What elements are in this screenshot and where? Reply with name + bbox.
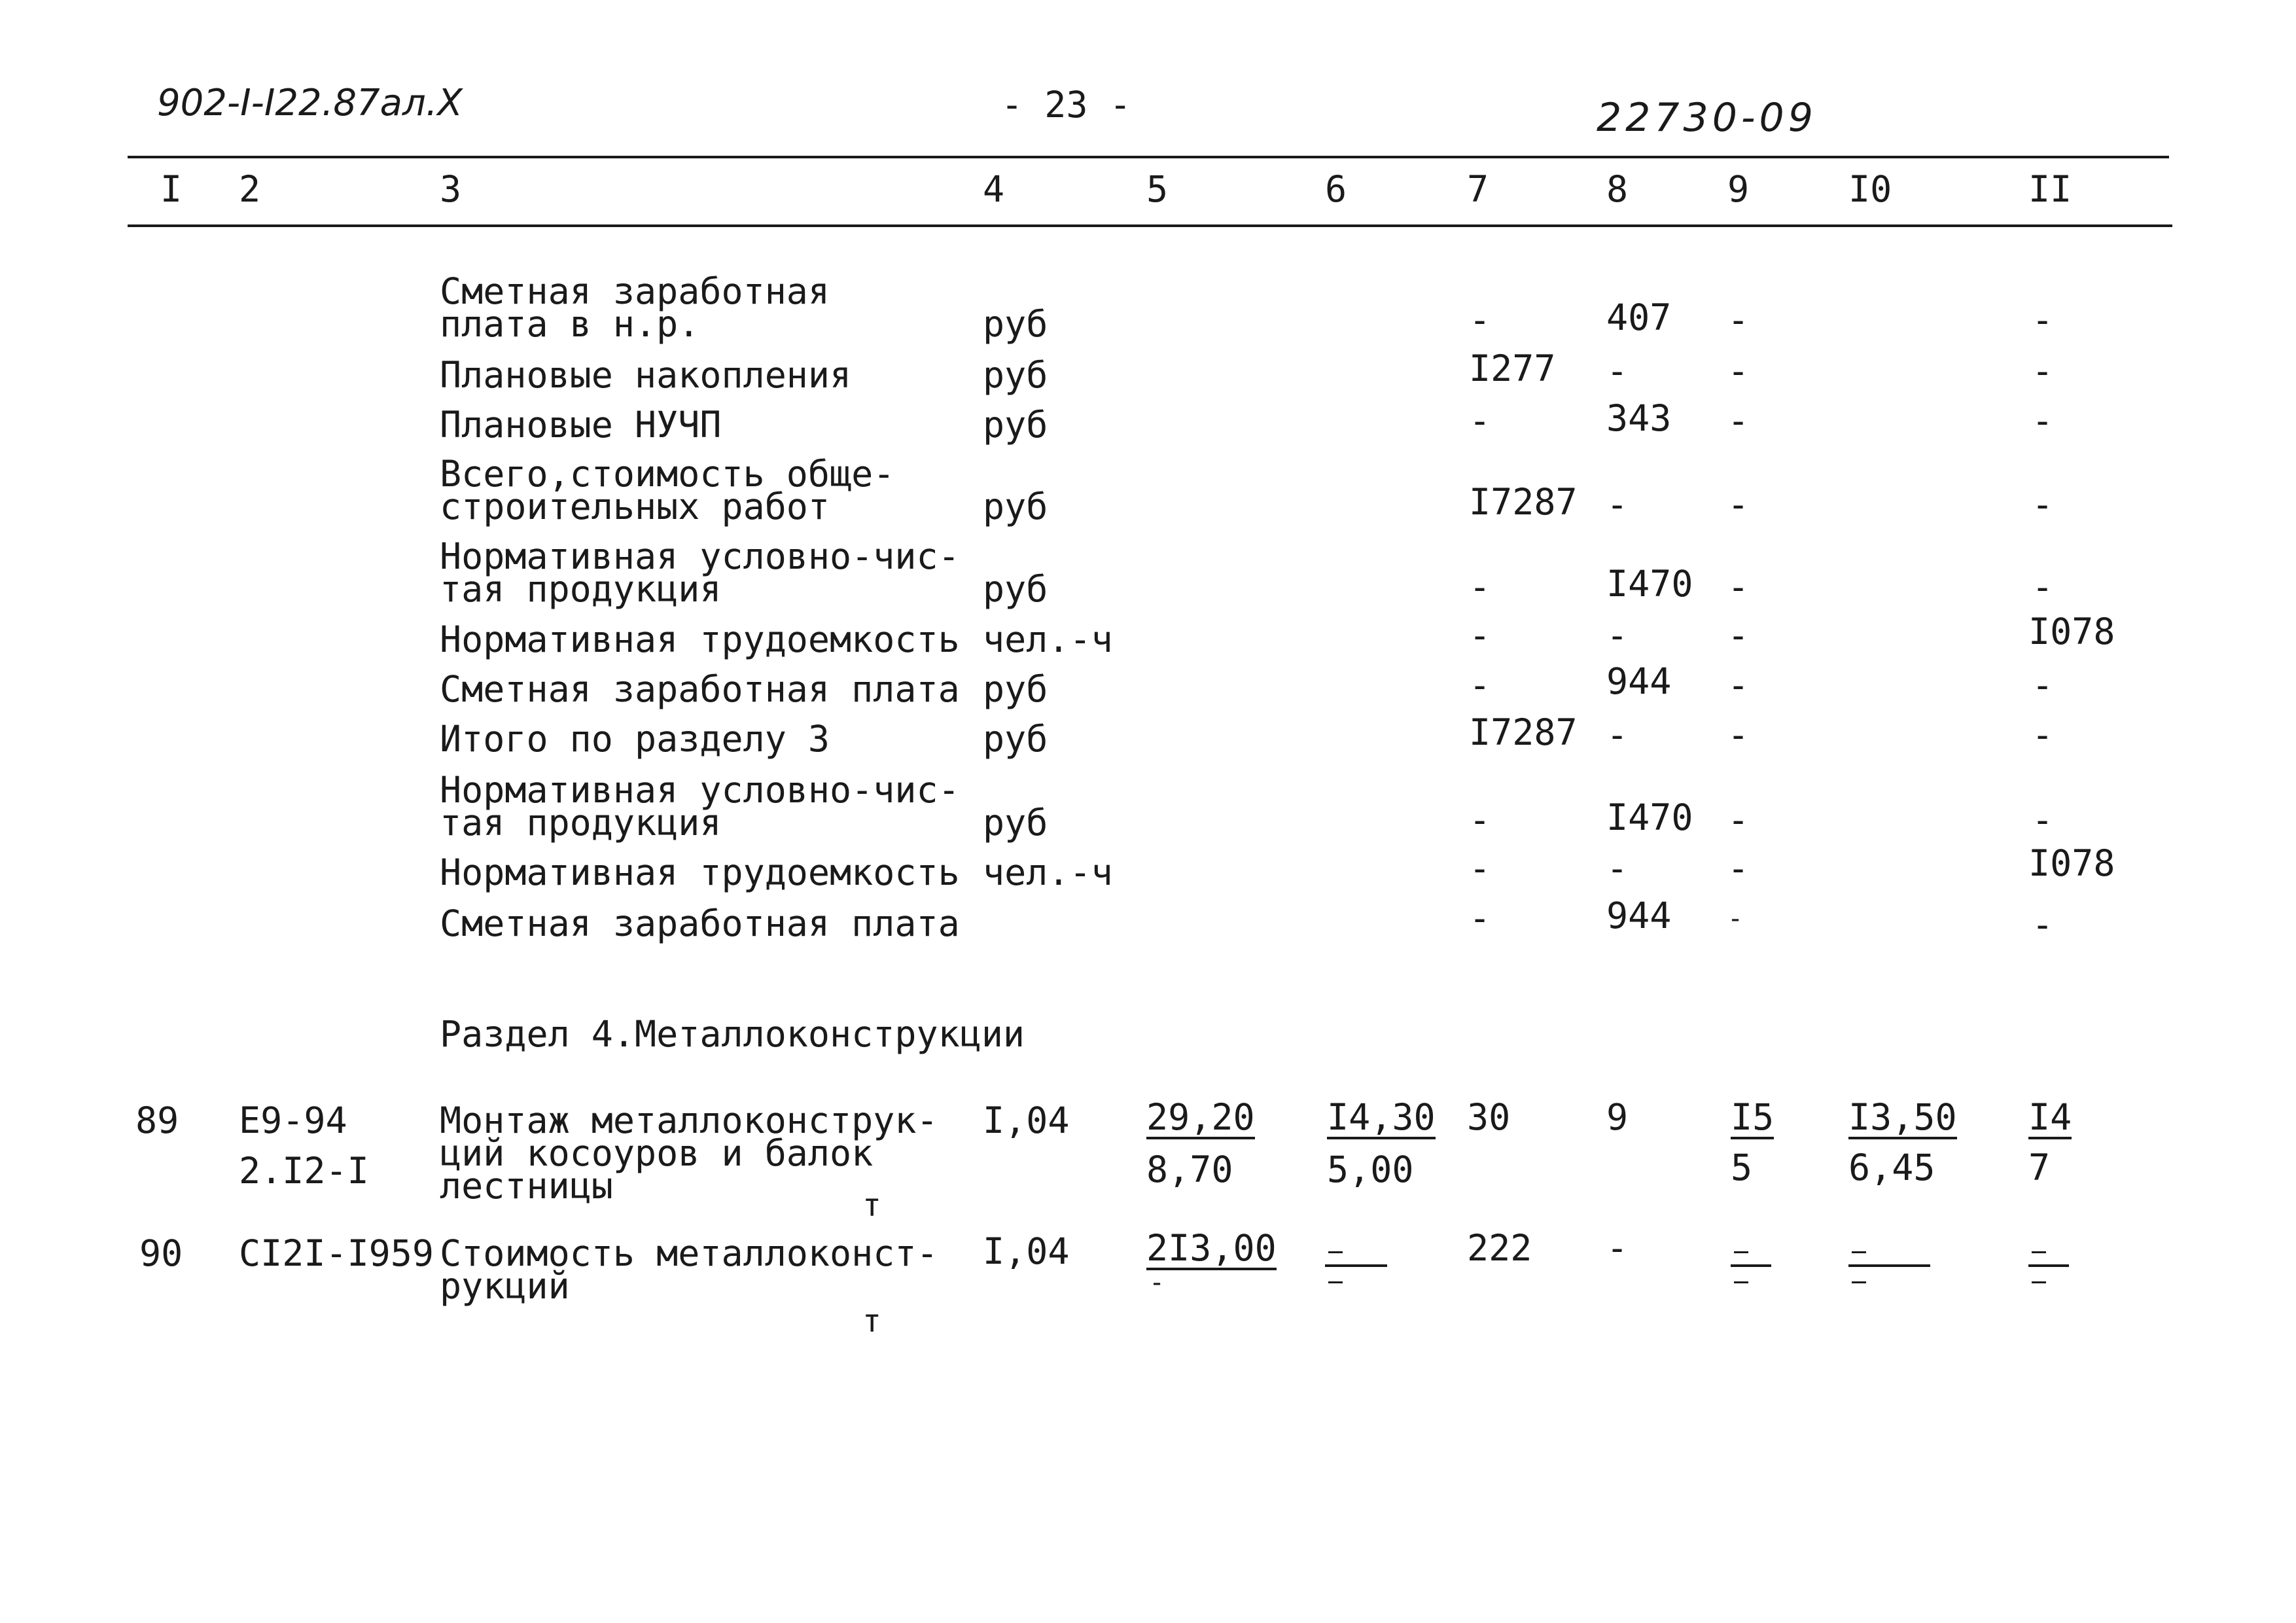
item-number: 89 xyxy=(135,1099,179,1141)
summary-col7: - xyxy=(1469,799,1491,841)
summary-col11: I078 xyxy=(2028,842,2115,884)
summary-unit: руб xyxy=(983,404,1048,446)
summary-col7: - xyxy=(1469,847,1491,889)
item-col11-numerator: I4 xyxy=(2028,1096,2072,1138)
document-code: 902-I-I22.87ал.X xyxy=(157,82,463,124)
item-col5-denominator: - xyxy=(1149,1268,1165,1298)
summary-unit: руб xyxy=(983,802,1048,844)
summary-col9: - xyxy=(1727,566,1750,608)
summary-col11: - xyxy=(2032,904,2054,946)
item-col5-numerator: 2I3,00 xyxy=(1146,1227,1277,1269)
summary-col8: 343 xyxy=(1606,397,1672,439)
column-header-3: 3 xyxy=(440,168,462,210)
item-quantity: I,04 xyxy=(983,1099,1070,1141)
summary-label: Нормативная условно-чис- xyxy=(440,535,960,577)
summary-col11: - xyxy=(2032,484,2054,526)
summary-col8: - xyxy=(1606,484,1629,526)
summary-label: Плановые НУЧП xyxy=(440,404,722,446)
summary-col11: - xyxy=(2032,799,2054,841)
summary-unit: руб xyxy=(983,668,1048,710)
summary-col8: 944 xyxy=(1606,895,1672,936)
item-col6-numerator: I4,30 xyxy=(1327,1096,1436,1138)
summary-unit: руб xyxy=(983,354,1048,396)
summary-col7: I277 xyxy=(1469,348,1556,389)
summary-col9: - xyxy=(1727,400,1750,442)
summary-col9: - xyxy=(1727,299,1750,341)
summary-col8: - xyxy=(1606,847,1629,889)
item-col8: - xyxy=(1606,1227,1629,1269)
summary-col7: I7287 xyxy=(1469,481,1578,523)
item-col5-numerator: 29,20 xyxy=(1146,1096,1255,1138)
summary-col11: - xyxy=(2032,350,2054,392)
summary-col8: I470 xyxy=(1606,563,1693,605)
item-description: Стоимость металлоконст- xyxy=(440,1232,938,1274)
summary-label: Нормативная трудоемкость xyxy=(440,851,960,893)
summary-label: Итого по разделу 3 xyxy=(440,718,830,760)
column-header-4: 4 xyxy=(983,168,1005,210)
summary-col11: - xyxy=(2032,714,2054,756)
item-description: ций косоуров и балок xyxy=(440,1132,874,1174)
summary-col7: - xyxy=(1469,566,1491,608)
summary-label: Нормативная условно-чис- xyxy=(440,769,960,811)
item-unit: т xyxy=(862,1303,881,1340)
summary-col7: - xyxy=(1469,615,1491,656)
item-code-secondary: 2.I2-I xyxy=(239,1150,369,1192)
summary-col7: I7287 xyxy=(1469,711,1578,753)
summary-label: Всего,стоимость обще- xyxy=(440,453,895,495)
item-description: Монтаж металлоконструк- xyxy=(440,1099,938,1141)
summary-unit: руб xyxy=(983,568,1048,610)
item-col10-denominator: 6,45 xyxy=(1848,1147,1935,1188)
item-number: 90 xyxy=(139,1232,183,1274)
column-header-9: 9 xyxy=(1727,168,1750,210)
column-header-10: I0 xyxy=(1848,168,1892,210)
summary-col8: - xyxy=(1606,350,1629,392)
item-col5-denominator: 8,70 xyxy=(1146,1149,1233,1190)
column-header-6: 6 xyxy=(1325,168,1347,210)
summary-unit: руб xyxy=(983,718,1048,760)
summary-col7: - xyxy=(1469,299,1491,341)
summary-label: тая продукция xyxy=(440,568,722,610)
summary-label: плата в н.р. xyxy=(440,303,700,345)
summary-label: Плановые накопления xyxy=(440,354,852,396)
item-quantity: I,04 xyxy=(983,1230,1070,1272)
summary-label: тая продукция xyxy=(440,802,722,844)
summary-col8: I470 xyxy=(1606,796,1693,838)
item-code: Е9-94 xyxy=(239,1099,347,1141)
column-header-8: 8 xyxy=(1606,168,1629,210)
summary-label: Сметная заработная плата xyxy=(440,668,960,710)
summary-col9: - xyxy=(1727,847,1750,889)
summary-label: Сметная заработная xyxy=(440,270,830,312)
table-top-rule xyxy=(128,156,2169,158)
summary-col9: - xyxy=(1727,484,1750,526)
item-description: лестницы xyxy=(440,1165,613,1207)
summary-col11: - xyxy=(2032,299,2054,341)
summary-unit: чел.-ч xyxy=(983,618,1113,660)
column-header-2: 2 xyxy=(239,168,261,210)
summary-col9: - xyxy=(1727,714,1750,756)
column-header-7: 7 xyxy=(1467,168,1489,210)
item-col7: 222 xyxy=(1467,1227,1532,1269)
summary-col9: - xyxy=(1727,799,1750,841)
archive-number: 22730-09 xyxy=(1597,95,1817,141)
item-code: СI2I-I959 xyxy=(239,1232,434,1274)
summary-col9: - xyxy=(1727,350,1750,392)
summary-col9: - xyxy=(1727,904,1744,934)
summary-label: Нормативная трудоемкость xyxy=(440,618,960,660)
summary-unit: руб xyxy=(983,303,1048,345)
summary-col9: - xyxy=(1727,615,1750,656)
item-col10-numerator: I3,50 xyxy=(1848,1096,1957,1138)
summary-col11: - xyxy=(2032,566,2054,608)
summary-col11: - xyxy=(2032,400,2054,442)
summary-col8: 407 xyxy=(1606,296,1672,338)
section-title: Раздел 4.Металлоконструкции xyxy=(440,1013,1025,1055)
column-header-11: II xyxy=(2028,168,2072,210)
item-col9-denominator: 5 xyxy=(1731,1147,1753,1188)
item-unit: т xyxy=(862,1187,881,1224)
summary-col8: 944 xyxy=(1606,660,1672,702)
summary-unit: руб xyxy=(983,486,1048,527)
item-col9-numerator: I5 xyxy=(1731,1096,1775,1138)
item-col7: 30 xyxy=(1467,1096,1511,1138)
table-header-rule xyxy=(128,224,2172,227)
item-col6-denominator: 5,00 xyxy=(1327,1149,1414,1190)
summary-label: Сметная заработная плата xyxy=(440,902,960,944)
summary-col11: I078 xyxy=(2028,611,2115,652)
page-number: - 23 - xyxy=(1001,84,1131,126)
summary-col9: - xyxy=(1727,664,1750,706)
summary-col7: - xyxy=(1469,897,1491,939)
column-header-5: 5 xyxy=(1146,168,1169,210)
column-header-1: I xyxy=(160,168,183,210)
summary-col7: - xyxy=(1469,400,1491,442)
summary-col8: - xyxy=(1606,714,1629,756)
item-col8: 9 xyxy=(1606,1096,1629,1138)
summary-col8: - xyxy=(1606,615,1629,656)
summary-col7: - xyxy=(1469,664,1491,706)
summary-unit: чел.-ч xyxy=(983,851,1113,893)
summary-label: строительных работ xyxy=(440,486,830,527)
item-description: рукций xyxy=(440,1265,570,1307)
item-col11-denominator: 7 xyxy=(2028,1147,2051,1188)
summary-col11: - xyxy=(2032,664,2054,706)
